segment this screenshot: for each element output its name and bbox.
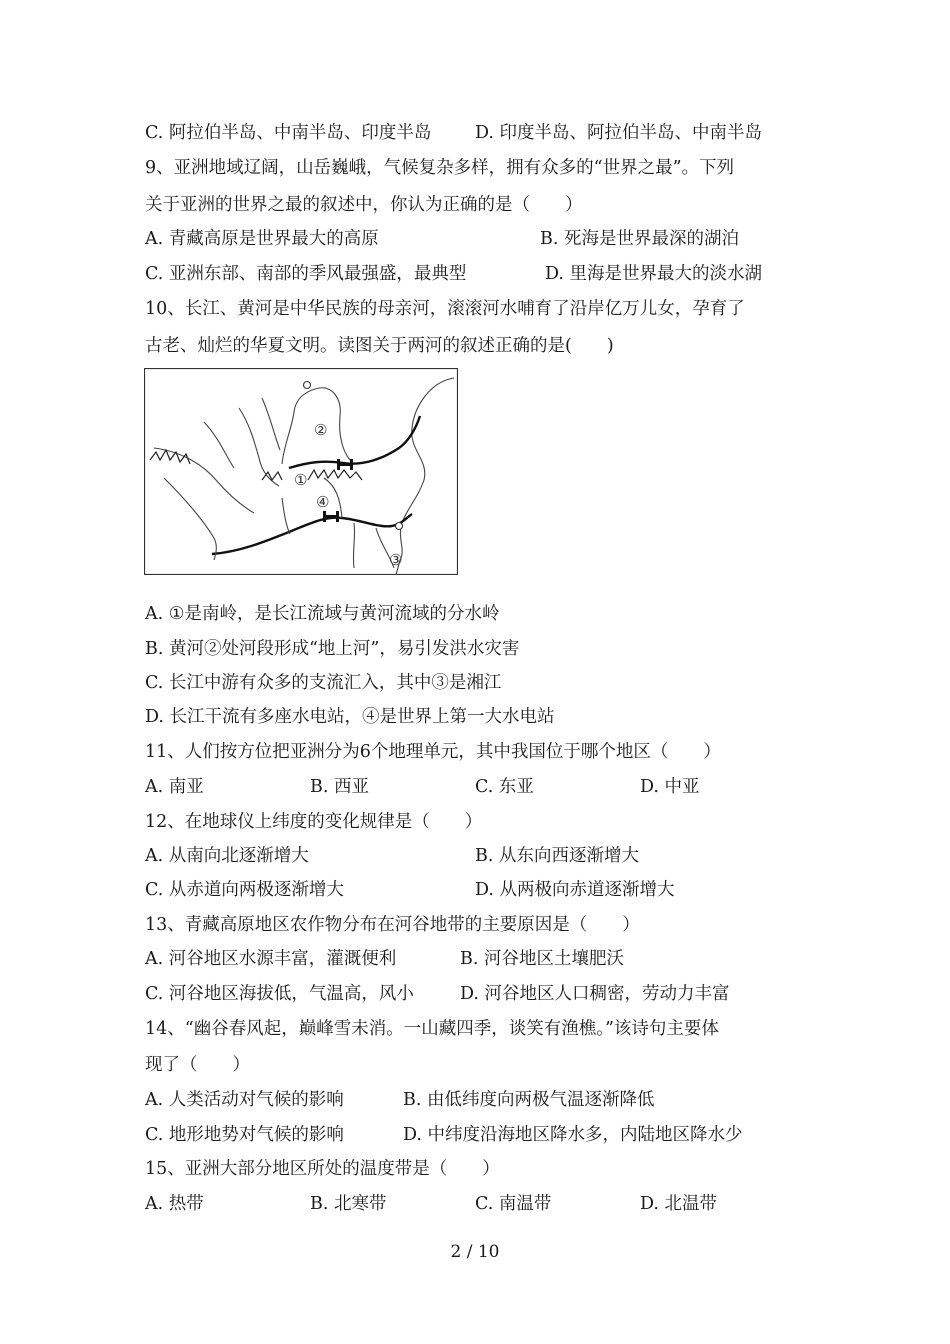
q10-option-d: D. 长江干流有多座水电站，④是世界上第一大水电站 [145,707,555,727]
q10-option-a: A. ①是南岭，是长江流域与黄河流域的分水岭 [145,604,500,624]
q15-option-b: B. 北寒带 [310,1194,387,1214]
q11-option-d: D. 中亚 [640,777,700,797]
q14-stem-line2: 现了（ ） [145,1055,250,1075]
q10-stem-line2: 古老、灿烂的华夏文明。读图关于两河的叙述正确的是( ) [145,336,614,356]
rivers-map [144,368,458,575]
q8-option-d: D. 印度半岛、阿拉伯半岛、中南半岛 [475,123,763,143]
q9-option-c: C. 亚洲东部、南部的季风最强盛，最典型 [145,264,467,284]
page-number: 2 / 10 [450,1242,500,1262]
q9-stem-line1: 9、亚洲地域辽阔，山岳巍峨，气候复杂多样，拥有众多的“世界之最”。下列 [145,158,735,178]
q12-stem: 12、在地球仪上纬度的变化规律是（ ） [145,812,483,832]
map-label-3: ③ [389,551,403,569]
q15-option-c: C. 南温带 [475,1194,552,1214]
q12-option-b: B. 从东向西逐渐增大 [475,846,639,866]
q8-option-c: C. 阿拉伯半岛、中南半岛、印度半岛 [145,123,432,143]
q14-stem-line1: 14、“幽谷春风起，巅峰雪未消。一山藏四季，谈笑有渔樵。”该诗句主要体 [145,1019,719,1039]
q11-option-a: A. 南亚 [145,777,204,797]
q9-option-d: D. 里海是世界最大的淡水湖 [545,264,763,284]
q13-option-c: C. 河谷地区海拔低，气温高，风小 [145,984,414,1004]
q10-option-c: C. 长江中游有众多的支流汇入，其中③是湘江 [145,673,502,693]
q14-option-a: A. 人类活动对气候的影响 [145,1090,344,1110]
q15-option-d: D. 北温带 [640,1194,718,1214]
q15-stem: 15、亚洲大部分地区所处的温度带是（ ） [145,1159,500,1179]
q9-stem-line2: 关于亚洲的世界之最的叙述中，你认为正确的是（ ） [145,195,583,215]
q11-stem: 11、人们按方位把亚洲分为6个地理单元，其中我国位于哪个地区（ ） [145,742,721,762]
q9-option-a: A. 青藏高原是世界最大的高原 [145,229,379,249]
q13-option-a: A. 河谷地区水源丰富，灌溉便利 [145,949,397,969]
q14-option-b: B. 由低纬度向两极气温逐渐降低 [403,1090,655,1110]
map-label-4: ④ [316,493,330,511]
q12-option-c: C. 从赤道向两极逐渐增大 [145,880,344,900]
q13-option-d: D. 河谷地区人口稠密，劳动力丰富 [460,984,730,1004]
q11-option-b: B. 西亚 [310,777,369,797]
q13-option-b: B. 河谷地区土壤肥沃 [460,949,624,969]
q12-option-a: A. 从南向北逐渐增大 [145,846,309,866]
q14-option-d: D. 中纬度沿海地区降水多，内陆地区降水少 [403,1125,743,1145]
q13-stem: 13、青藏高原地区农作物分布在河谷地带的主要原因是（ ） [145,915,640,935]
q10-option-b: B. 黄河②处河段形成“地上河”，易引发洪水灾害 [145,639,520,659]
map-label-1: ① [294,471,308,489]
q14-option-c: C. 地形地势对气候的影响 [145,1125,344,1145]
q9-option-b: B. 死海是世界最深的湖泊 [540,229,739,249]
map-label-2: ② [314,421,328,439]
q12-option-d: D. 从两极向赤道逐渐增大 [475,880,675,900]
q10-stem-line1: 10、长江、黄河是中华民族的母亲河，滚滚河水哺育了沿岸亿万儿女，孕育了 [145,299,745,319]
q11-option-c: C. 东亚 [475,777,534,797]
q15-option-a: A. 热带 [145,1194,204,1214]
